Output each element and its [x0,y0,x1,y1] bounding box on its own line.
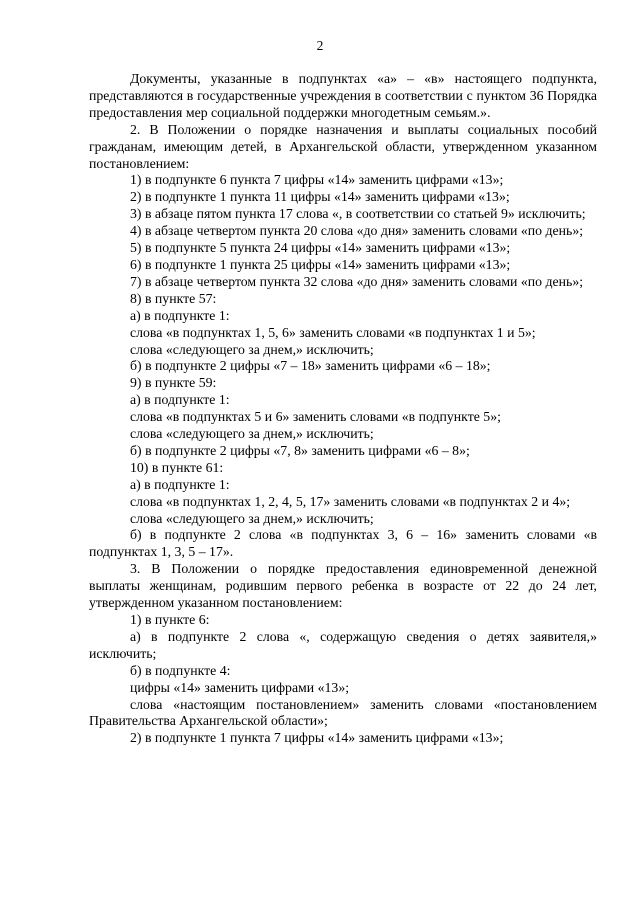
paragraph: 6) в подпункте 1 пункта 25 цифры «14» заменить цифрами «13»; [130,256,511,272]
paragraph: 9) в пункте 59: [130,375,217,391]
paragraph: 4) в абзаце четвертом пункта 20 слова «до дня» заменить словами «по день»; [130,223,584,239]
paragraph: 5) в подпункте 5 пункта 24 цифры «14» заменить цифрами «13»; [130,240,511,256]
paragraph: цифры «14» заменить цифрами «13»; [130,679,350,695]
paragraph: Документы, указанные в подпунктах «а» – «в» настоящего подпункта, представляются в государственные учреждения в соответствии с пунктом 36 Порядка предоставления мер социальной поддержки многодетным семьям.». [89,71,597,120]
paragraph: слова «в подпунктах 1, 2, 4, 5, 17» заменить словами «в подпунктах 2 и 4»; [130,493,571,509]
paragraph: слова «в подпунктах 5 и 6» заменить словами «в подпункте 5»; [130,409,501,425]
paragraph: 3) в абзаце пятом пункта 17 слова «, в соответствии со статьей 9» исключить; [130,206,586,222]
paragraph: слова «настоящим постановлением» заменить словами «постановлением Правительства Архангельской области»; [89,696,597,729]
page-number: 2 [316,38,324,53]
paragraph: слова «следующего за днем,» исключить; [130,510,374,526]
paragraph: слова «в подпунктах 1, 5, 6» заменить словами «в подпунктах 1 и 5»; [130,324,536,340]
paragraph: 10) в пункте 61: [130,459,224,475]
paragraph: слова «следующего за днем,» исключить; [130,341,374,357]
paragraph: б) в подпункте 2 слова «в подпунктах 3, 6 – 16» заменить словами «в подпунктах 1, 3, 5 – 17». [89,527,597,560]
paragraph: слова «следующего за днем,» исключить; [130,426,374,442]
paragraph: 1) в пункте 6: [130,612,210,627]
paragraph: 1) в подпункте 6 пункта 7 цифры «14» заменить цифрами «13»; [130,172,504,188]
paragraph: 3. В Положении о порядке предоставления единовременной денежной выплаты женщинам, родившим первого ребенка в возрасте от 22 до 24 лет, утвержденном указанном постановлением: [89,561,597,611]
paragraph: а) в подпункте 1: [130,476,230,492]
paragraph: 2. В Положении о порядке назначения и выплаты социальных пособий гражданам, имеющим детей, в Архангельской области, утвержденном указанном постановлением: [89,121,597,171]
paragraph: б) в подпункте 2 цифры «7 – 18» заменить цифрами «6 – 18»; [130,358,491,374]
document-body [89,71,597,747]
paragraph: 2) в подпункте 1 пункта 11 цифры «14» заменить цифрами «13»; [130,189,510,205]
paragraph: б) в подпункте 2 цифры «7, 8» заменить цифрами «6 – 8»; [130,442,470,458]
paragraph: а) в подпункте 1: [130,392,230,408]
paragraph: а) в подпункте 1: [130,307,230,323]
paragraph: 8) в пункте 57: [130,290,217,306]
paragraph: 7) в абзаце четвертом пункта 32 слова «до дня» заменить словами «по день»; [130,273,584,289]
paragraph: б) в подпункте 4: [130,662,231,678]
paragraph: а) в подпункте 2 слова «, содержащую сведения о детях заявителя,» исключить; [89,628,597,661]
paragraph: 2) в подпункте 1 пункта 7 цифры «14» заменить цифрами «13»; [130,730,504,746]
